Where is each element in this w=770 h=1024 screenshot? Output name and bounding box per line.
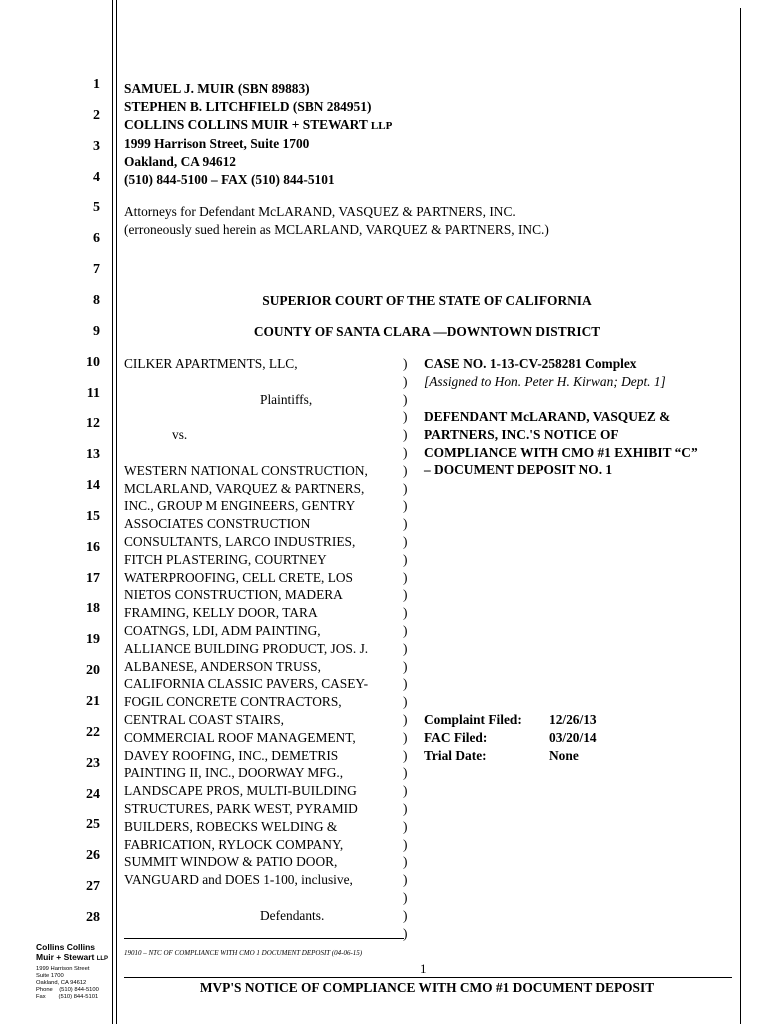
- line-number: 23: [86, 755, 100, 771]
- case-number: CASE NO. 1-13-CV-258281 Complex: [424, 356, 637, 371]
- header-line-2: STEPHEN B. LITCHFIELD (SBN 284951): [124, 98, 372, 114]
- line-number: 1: [93, 77, 100, 92]
- line-number: 26: [86, 848, 100, 864]
- caption-paren: ): [403, 889, 408, 905]
- line-number: 22: [86, 724, 100, 740]
- caption-paren: ): [403, 391, 408, 407]
- firm-block-llp: LLP: [96, 956, 109, 962]
- defendant-line: ALLIANCE BUILDING PRODUCT, JOS. J.: [124, 640, 369, 656]
- document-title-line-4: – DOCUMENT DEPOSIT NO. 1: [424, 462, 613, 478]
- line-number: 11: [86, 385, 100, 401]
- defendant-line: NIETOS CONSTRUCTION, MADERA: [124, 587, 343, 603]
- attorney-header: [124, 80, 392, 189]
- date-label: Trial Date:: [424, 747, 487, 763]
- page-number: 1: [420, 961, 427, 976]
- caption-paren: ): [403, 711, 408, 727]
- defendant-line: LANDSCAPE PROS, MULTI-BUILDING: [124, 783, 357, 799]
- line-number: 25: [86, 817, 100, 833]
- document-title-line-2: PARTNERS, INC.'S NOTICE OF: [424, 426, 619, 442]
- footer-doc-id: 19010 – NTC OF COMPLIANCE WITH CMO 1 DOCUMENT DEPOSIT (04-06-15): [124, 949, 363, 957]
- caption-paren: ): [403, 640, 408, 656]
- caption-paren: ): [403, 872, 408, 888]
- firm-block-phone: Phone (510) 844-5100: [36, 987, 99, 993]
- assigned-judge: [Assigned to Hon. Peter H. Kirwan; Dept. 1]: [424, 374, 666, 389]
- defendant-line: WESTERN NATIONAL CONSTRUCTION,: [124, 462, 368, 478]
- defendant-line: FITCH PLASTERING, COURTNEY: [124, 551, 327, 567]
- defendant-line: BUILDERS, ROBECKS WELDING &: [124, 818, 338, 834]
- line-number: 5: [93, 200, 100, 216]
- header-line-3: [124, 116, 392, 136]
- line-number: 2: [93, 107, 100, 123]
- firm-block-name-2-line: [36, 952, 108, 964]
- date-label: FAC Filed:: [424, 729, 488, 745]
- caption-paren: ): [403, 694, 408, 710]
- court-name: SUPERIOR COURT OF THE STATE OF CALIFORNIA: [262, 293, 592, 308]
- caption-paren: ): [403, 800, 408, 816]
- defendant-line: WATERPROOFING, CELL CRETE, LOS: [124, 569, 354, 585]
- caption-paren: ): [403, 498, 408, 514]
- caption-paren: ): [403, 818, 408, 834]
- line-number: 28: [86, 909, 100, 925]
- caption-paren: ): [403, 907, 408, 923]
- defendant-line: FRAMING, KELLY DOOR, TARA: [124, 605, 318, 621]
- date-value: 03/20/14: [549, 729, 597, 745]
- caption-paren: ): [403, 783, 408, 799]
- caption-paren: ): [403, 444, 408, 460]
- caption-paren: ): [403, 729, 408, 745]
- defendant-line: ALBANESE, ANDERSON TRUSS,: [124, 658, 321, 674]
- footer-title: MVP'S NOTICE OF COMPLIANCE WITH CMO #1 DOCUMENT DEPOSIT: [199, 980, 655, 995]
- header-line-5: Oakland, CA 94612: [124, 154, 236, 170]
- date-row: [424, 747, 597, 765]
- court-county: COUNTY OF SANTA CLARA —DOWNTOWN DISTRICT: [253, 324, 601, 339]
- firm-block-address-2: Suite 1700: [36, 973, 64, 979]
- defendant-line: CONSULTANTS, LARCO INDUSTRIES,: [124, 533, 356, 549]
- firm-block-address-3: Oakland, CA 94612: [36, 980, 87, 986]
- defendant-line: ASSOCIATES CONSTRUCTION: [124, 516, 311, 532]
- document-title-line-3: COMPLIANCE WITH CMO #1 EXHIBIT “C”: [424, 444, 698, 460]
- line-number: 10: [86, 354, 100, 370]
- caption-underline: [124, 938, 404, 939]
- defendant-line: PAINTING II, INC., DOORWAY MFG.,: [124, 765, 344, 781]
- defendant-line: VANGUARD and DOES 1-100, inclusive,: [124, 872, 353, 888]
- line-number: 8: [93, 292, 100, 308]
- line-number: 20: [86, 663, 100, 679]
- defendant-line: SUMMIT WINDOW & PATIO DOOR,: [124, 854, 338, 870]
- line-number: 17: [86, 570, 100, 586]
- defendant-line: STRUCTURES, PARK WEST, PYRAMID: [124, 800, 358, 816]
- caption-paren: ): [403, 373, 408, 389]
- caption-paren: ): [403, 747, 408, 763]
- defendant-line: DAVEY ROOFING, INC., DEMETRIS: [124, 747, 339, 763]
- defendant-line: MCLARLAND, VARQUEZ & PARTNERS,: [124, 480, 365, 496]
- caption-paren: ): [403, 925, 408, 941]
- footer-rule: [124, 977, 732, 978]
- document-title: [424, 408, 698, 479]
- line-number: 4: [93, 169, 100, 185]
- case-caption: [124, 355, 414, 925]
- caption-paren: ): [403, 605, 408, 621]
- header-line-4: 1999 Harrison Street, Suite 1700: [124, 136, 310, 152]
- header-line-1: SAMUEL J. MUIR (SBN 89883): [124, 81, 310, 96]
- plaintiffs-label: Plaintiffs,: [260, 391, 313, 407]
- caption-paren: ): [403, 765, 408, 781]
- firm-block-name-1: Collins Collins: [36, 942, 96, 952]
- defendant-line: INC., GROUP M ENGINEERS, GENTRY: [124, 498, 356, 514]
- left-margin-rule-inner: [116, 0, 117, 1024]
- caption-paren: ): [403, 409, 408, 425]
- caption-paren: ): [403, 480, 408, 496]
- caption-paren: ): [403, 587, 408, 603]
- defendant-line: COATNGS, LDI, ADM PAINTING,: [124, 622, 321, 638]
- caption-paren: ): [403, 427, 408, 443]
- caption-paren: ): [403, 516, 408, 532]
- firm-name: COLLINS COLLINS MUIR + STEWART: [124, 116, 368, 132]
- caption-paren: ): [403, 569, 408, 585]
- defendant-line: CENTRAL COAST STAIRS,: [124, 711, 285, 727]
- caption-paren: ): [403, 836, 408, 852]
- caption-paren: ): [403, 658, 408, 674]
- left-margin-rule-outer: [112, 0, 113, 1024]
- date-row: [424, 711, 597, 729]
- defendants-list: [124, 462, 414, 889]
- right-margin-rule: [740, 8, 741, 1024]
- line-number: 15: [86, 508, 100, 524]
- firm-block-address-1: 1999 Harrison Street: [36, 966, 90, 972]
- date-row: [424, 729, 597, 747]
- line-number: 16: [86, 539, 100, 555]
- firm-llp: LLP: [370, 119, 393, 132]
- document-title-line-1: DEFENDANT McLARAND, VASQUEZ &: [424, 409, 671, 424]
- defendant-line: CALIFORNIA CLASSIC PAVERS, CASEY-: [124, 676, 369, 692]
- line-number: 12: [86, 416, 100, 432]
- caption-paren: ): [403, 551, 408, 567]
- header-line-6: (510) 844-5100 – FAX (510) 844-5101: [124, 171, 335, 187]
- caption-paren: ): [403, 622, 408, 638]
- line-number: 24: [86, 786, 100, 802]
- line-number: 18: [86, 601, 100, 617]
- firm-block: [36, 942, 108, 1001]
- line-number: 27: [86, 879, 100, 895]
- date-value: 12/26/13: [549, 712, 597, 727]
- line-number: 7: [93, 262, 100, 278]
- line-number: 3: [93, 138, 100, 154]
- firm-block-fax: Fax (510) 844-5101: [36, 994, 99, 1000]
- filing-dates: [424, 711, 597, 764]
- defendant-line: FABRICATION, RYLOCK COMPANY,: [124, 836, 344, 852]
- line-number: 6: [93, 231, 100, 247]
- line-number: 14: [86, 478, 100, 494]
- firm-block-name-2: Muir + Stewart: [36, 952, 95, 962]
- caption-paren: ): [403, 356, 408, 371]
- caption-paren: ): [403, 854, 408, 870]
- date-value: None: [549, 747, 579, 763]
- date-label: Complaint Filed:: [424, 712, 522, 727]
- line-number: 21: [86, 694, 100, 709]
- versus-label: vs.: [172, 427, 188, 443]
- caption-paren: ): [403, 462, 408, 478]
- defendant-line: FOGIL CONCRETE CONTRACTORS,: [124, 694, 342, 710]
- defendants-label: Defendants.: [260, 907, 325, 923]
- attorneys-line-2: (erroneously sued herein as MCLARLAND, VARQUEZ & PARTNERS, INC.): [124, 221, 549, 237]
- caption-parentheses: [403, 355, 407, 942]
- plaintiff-name: CILKER APARTMENTS, LLC,: [124, 356, 298, 371]
- attorneys-line-1: Attorneys for Defendant McLARAND, VASQUEZ & PARTNERS, INC.: [124, 204, 516, 219]
- caption-paren: ): [403, 676, 408, 692]
- line-number: 9: [93, 323, 100, 339]
- caption-paren: ): [403, 533, 408, 549]
- line-number: 13: [86, 447, 100, 463]
- defendant-line: COMMERCIAL ROOF MANAGEMENT,: [124, 729, 356, 745]
- line-number: 19: [86, 632, 100, 648]
- attorneys-for: [124, 203, 549, 239]
